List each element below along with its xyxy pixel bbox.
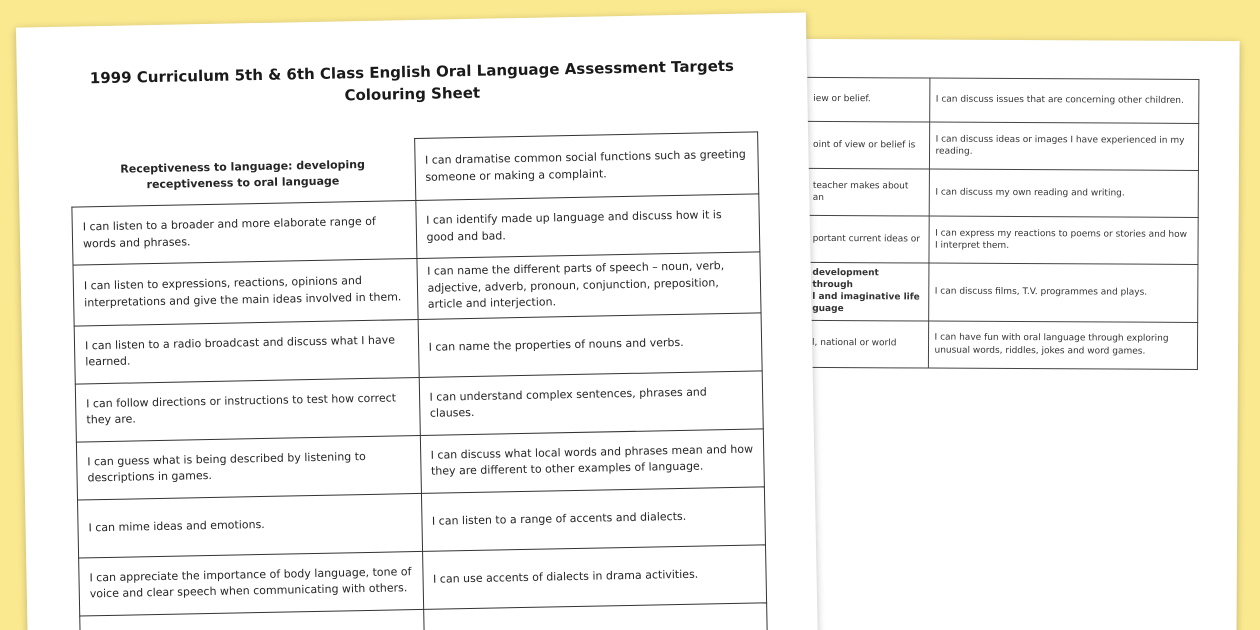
table-cell: I can listen to a broader and more elaborate range of words and phrases. <box>72 201 417 266</box>
table-row <box>806 215 1198 264</box>
table-cell: I can listen to a range of accents and dialects. <box>421 486 766 551</box>
table-cell: I can guess what is being described by listening to descriptions in games. <box>76 435 421 500</box>
back-worksheet <box>796 39 1239 630</box>
table-cell: I can express my reactions to poems or stories and how I interpret them. <box>928 216 1198 264</box>
table-cell: I can listen to expressions, reactions, opinions and interpretations and give the main ideas involved in them. <box>73 258 418 325</box>
table-cell: I can name the different parts of speech – noun, verb, adjective, adverb, pronoun, conjunction, preposition, article and interjection. <box>416 252 761 319</box>
table-cell: iew or belief. <box>807 77 929 122</box>
table-cell: oint of view or belief is <box>807 121 929 169</box>
table-cell: I can discuss what local words and phrases mean and how they are different to other examples of language. <box>420 428 765 493</box>
table-cell: I can understand complex sentences, phrases and clauses. <box>419 370 764 435</box>
table-row <box>807 121 1199 170</box>
table-cell: teacher makes about an <box>807 168 929 216</box>
table-cell: I can mime ideas and emotions. <box>78 493 423 558</box>
table-cell: I can have fun with oral language through exploring unusual words, riddles, jokes and word games. <box>928 321 1198 369</box>
table-cell: portant current ideas or <box>806 215 928 263</box>
table-cell: I can listen to a radio broadcast and discuss what I have learned. <box>74 319 419 384</box>
assessment-targets-table <box>70 131 767 630</box>
table-row <box>807 77 1199 123</box>
table-row <box>806 320 1198 369</box>
table-cell: I can use accents of dialects in drama activities. <box>422 544 767 609</box>
table-cell: I can discuss ideas or images I have experienced in my reading. <box>929 122 1199 170</box>
table-cell: I can discuss my own reading and writing. <box>929 169 1199 217</box>
table-cell: I can dramatise common social functions such as greeting someone or making a complaint. <box>414 132 759 201</box>
section-heading: Receptiveness to language: developing receptiveness to oral language <box>120 157 366 192</box>
table-cell: l, national or world <box>806 320 928 368</box>
table-cell: I can appreciate the importance of body language, tone of voice and clear speech when communicating with others. <box>79 551 424 616</box>
document-title: 1999 Curriculum 5th & 6th Class English Oral Language Assessment Targets Colouring Sheet <box>89 56 735 105</box>
table-cell: I can discuss issues that are concerning other children. <box>929 78 1199 123</box>
table-row <box>807 168 1199 217</box>
table-cell: I can identify made up language and discuss how it is good and bad. <box>415 194 760 259</box>
table-row <box>806 262 1198 322</box>
table-cell: I can name the properties of nouns and verbs. <box>418 312 763 377</box>
table-cell: I can follow directions or instructions to test how correct they are. <box>75 377 420 442</box>
table-cell: I can discuss films, T.V. programmes and plays. <box>928 263 1198 322</box>
back-targets-table <box>806 77 1200 370</box>
table-cell: development through l and imaginative life guage <box>806 262 928 320</box>
front-worksheet <box>16 12 818 630</box>
